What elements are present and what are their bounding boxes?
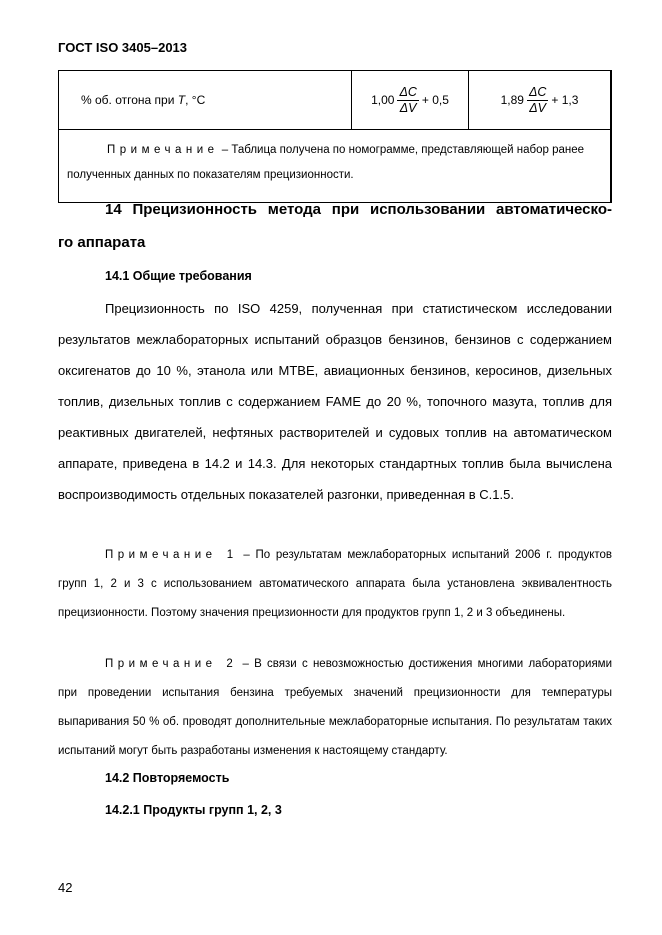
formula-cell-2 <box>469 71 612 130</box>
row-label-variable: T <box>177 93 186 107</box>
formula-cell-1 <box>352 71 469 130</box>
section-14-1-title: 14.1 Общие требования <box>105 269 252 283</box>
row-label-text: % об. отгона при <box>81 93 178 107</box>
precision-table <box>58 70 612 203</box>
table-note-row <box>59 130 612 203</box>
fraction-numerator: ΔC <box>399 84 417 99</box>
formula-coefficient: 1,89 <box>500 93 524 107</box>
note-2-label: Примечание 2 <box>105 658 238 670</box>
row-label-unit: , °C <box>185 93 206 107</box>
row-label-cell <box>59 71 352 130</box>
section-14-2-title: 14.2 Повторяемость <box>105 771 230 785</box>
note-1-text: – По результатам межлабораторных испытаний 2006 г. продуктов групп 1, 2 и 3 с использованием автоматического аппарата была установлена эквивалентность прецизионности. Поэтому значения прецизионности для продуктов групп 1, 2 и 3 объединены. <box>58 549 613 619</box>
document-header: ГОСТ ISO 3405–2013 <box>58 40 188 55</box>
formula-fraction <box>397 85 418 116</box>
note-1-label: Примечание 1 <box>105 549 238 561</box>
section-14-2-1-title: 14.2.1 Продукты групп 1, 2, 3 <box>105 803 282 817</box>
note-2 <box>58 650 612 766</box>
fraction-denominator: ΔV <box>399 100 417 115</box>
formula-fraction <box>527 85 548 116</box>
section-14-title-line1: 14 Прецизионность метода при использовании автоматическо- <box>105 201 612 218</box>
table-row <box>59 71 612 130</box>
note-2-text: – В связи с невозможностью достижения многими лабораториями при проведении испытания бензина требуемых значений прецизионности для температуры выпаривания 50 % об. проводят дополнительные межлабораторные испытания. По результатам таких испытаний могут быть разработаны изменения к настоящему стандарту. <box>58 658 612 757</box>
page-number: 42 <box>58 880 73 895</box>
table-note <box>59 130 612 203</box>
note-1 <box>58 541 612 628</box>
fraction-denominator: ΔV <box>529 100 547 115</box>
formula-constant: + 1,3 <box>551 93 579 107</box>
fraction-numerator: ΔC <box>528 84 547 99</box>
note-label: Примечание <box>107 144 219 156</box>
formula-coefficient: 1,00 <box>371 93 395 107</box>
formula-constant: + 0,5 <box>421 93 449 107</box>
formula-2 <box>469 85 610 116</box>
section-14-title-line2: го аппарата <box>58 234 146 251</box>
formula-1 <box>352 85 468 116</box>
note-text: – Таблица получена по номограмме, представляющей набор ранее полученных данных по показателям прецизионности. <box>67 144 585 181</box>
section-14-1-paragraph <box>58 293 612 510</box>
paragraph-text: Прецизионность по ISO 4259, полученная при статистическом исследовании результатов межлабораторных испытаний образцов бензинов, бензинов с содержанием оксигенатов до 10 %, этанола или МТВЕ, авиационных бензинов, керосинов, дизельных топлив, дизельных топлив с содержанием FAME до 20 %, топочного мазута, топлив для реактивных двигателей, нефтяных растворителей и судовых топлив на автоматическом аппарате, приведена в 14.2 и 14.3. Для некоторых стандартных топлив была вычислена воспроизводимость отдельных показателей разгонки, приведенная в С.1.5. <box>58 301 612 502</box>
